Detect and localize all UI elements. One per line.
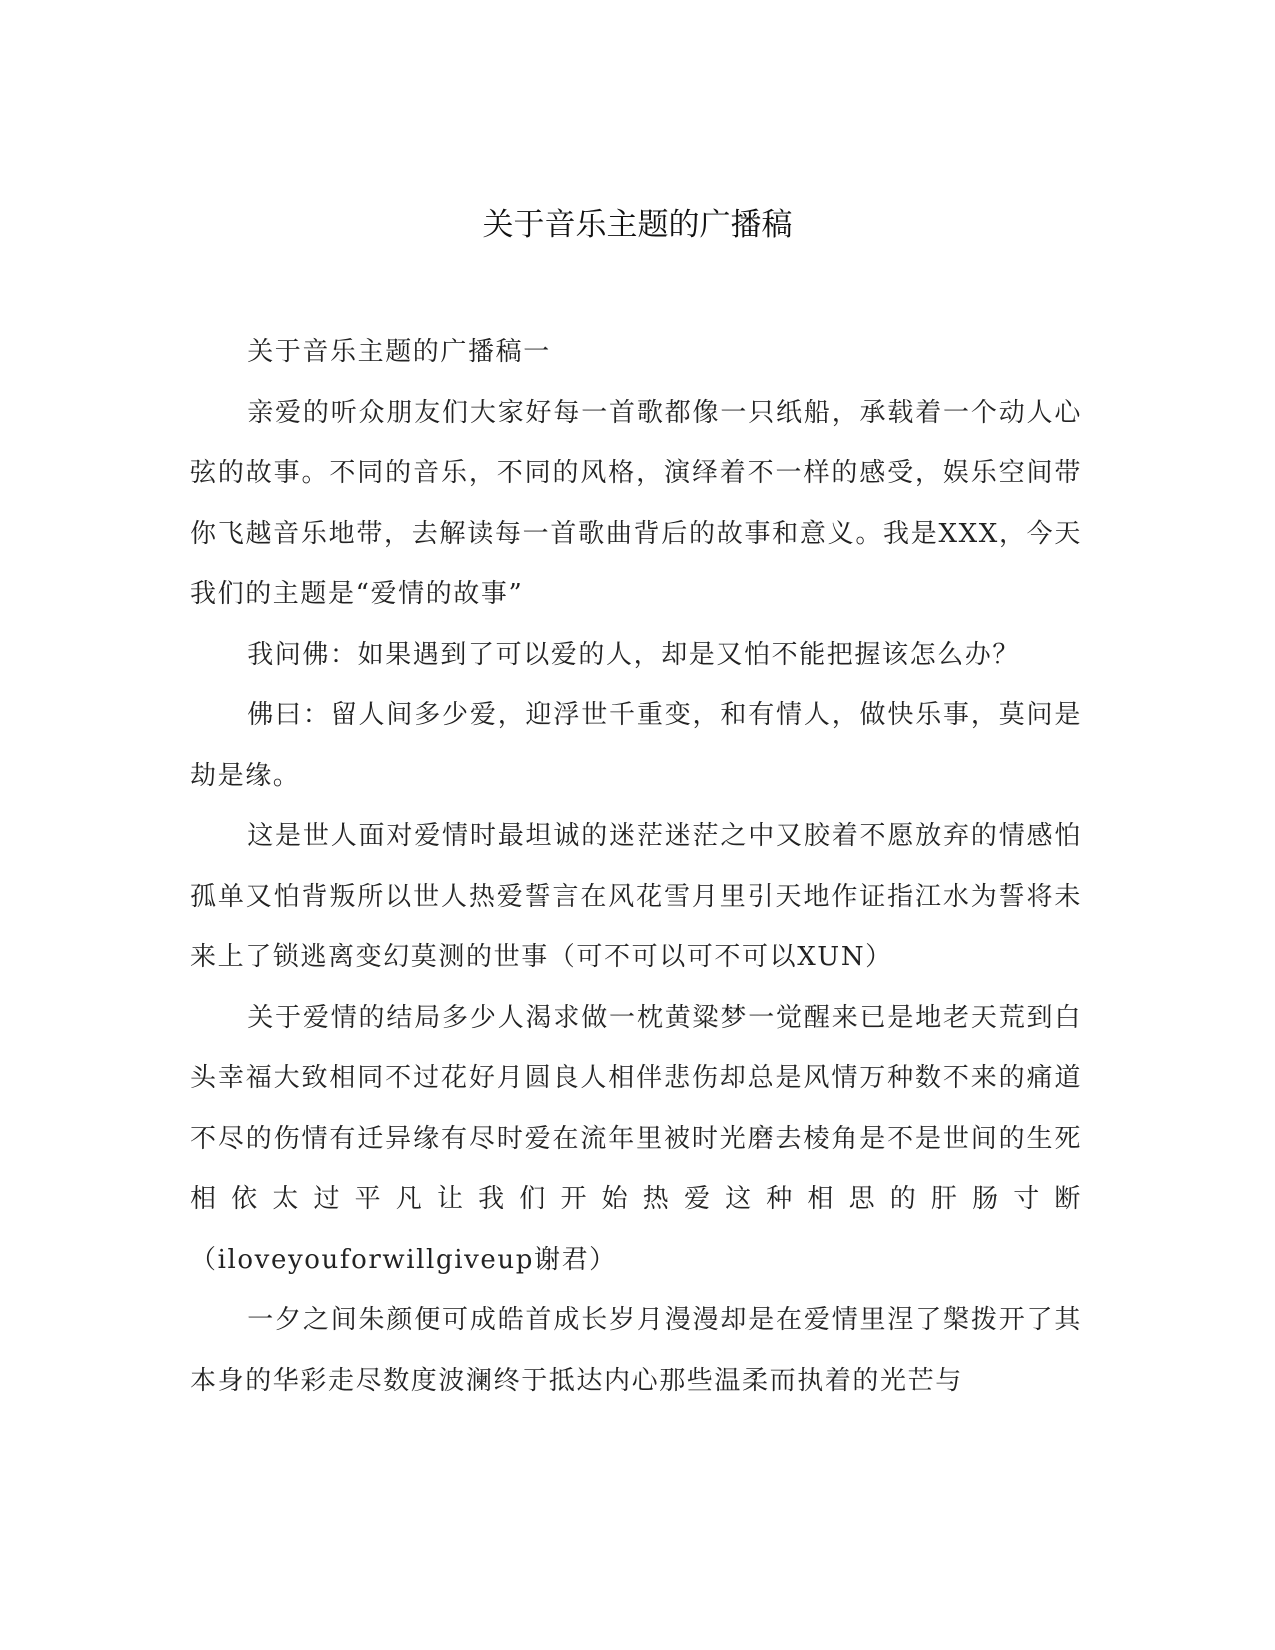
document-title: 关于音乐主题的广播稿 <box>482 207 793 243</box>
paragraph: 我问佛：如果遇到了可以爱的人，却是又怕不能把握该怎么办？ <box>247 639 1020 670</box>
paragraph: 佛曰：留人间多少爱，迎浮世千重变，和有情人，做快乐事，莫问是劫是缘。 <box>190 700 1082 791</box>
document-body <box>190 322 1082 1411</box>
paragraph-heading: 关于音乐主题的广播稿一 <box>247 337 551 367</box>
paragraph: 这是世人面对爱情时最坦诚的迷茫迷茫之中又胶着不愿放弃的情感怕孤单又怕背叛所以世人热爱誓言在风花雪月里引天地作证指江水为誓将未来上了锁逃离变幻莫测的世事（可不可以可不可以XUN） <box>190 821 1082 972</box>
paragraph: 亲爱的听众朋友们大家好每一首歌都像一只纸船，承载着一个动人心弦的故事。不同的音乐，不同的风格，演绎着不一样的感受，娱乐空间带你飞越音乐地带，去解读每一首歌曲背后的故事和意义。我是XXX，今天我们的主题是“爱情的故事” <box>190 397 1082 609</box>
paragraph: 一夕之间朱颜便可成皓首成长岁月漫漫却是在爱情里涅了槃拨开了其本身的华彩走尽数度波澜终于抵达内心那些温柔而执着的光芒与 <box>190 1305 1082 1396</box>
paragraph: 关于爱情的结局多少人渴求做一枕黄粱梦一觉醒来已是地老天荒到白头幸福大致相同不过花好月圆良人相伴悲伤却总是风情万种数不来的痛道不尽的伤情有迁异缘有尽时爱在流年里被时光磨去棱角是不是世间的生死相依太过平凡让我们开始热爱这种相思的肝肠寸断（iloveyouforwillgiveup谢君） <box>190 1002 1082 1275</box>
